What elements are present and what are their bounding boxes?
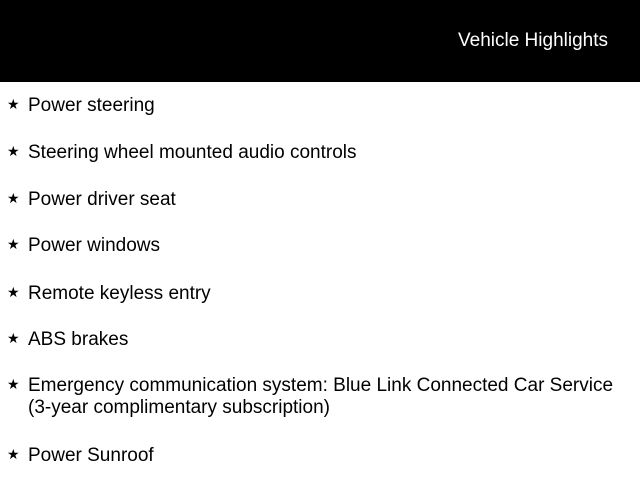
star-icon: ★ [7, 447, 20, 463]
page-title: Vehicle Highlights [458, 30, 608, 51]
star-icon: ★ [7, 285, 20, 301]
star-icon: ★ [7, 191, 20, 207]
list-item-label: Emergency communication system: Blue Link Connected Car Service (3-year complimentary subscription) [28, 375, 614, 418]
star-icon: ★ [7, 237, 20, 253]
list-item-label: Power driver seat [28, 189, 176, 210]
star-icon: ★ [7, 144, 20, 160]
list-item-label: ABS brakes [28, 329, 129, 350]
list-item-label: Power Sunroof [28, 445, 154, 466]
list-item-label: Steering wheel mounted audio controls [28, 142, 357, 163]
star-icon: ★ [7, 97, 20, 113]
list-item-label: Remote keyless entry [28, 283, 211, 304]
star-icon: ★ [7, 377, 20, 393]
star-icon: ★ [7, 331, 20, 347]
list-item-label: Power windows [28, 235, 160, 256]
list-item-label: Power steering [28, 95, 155, 116]
